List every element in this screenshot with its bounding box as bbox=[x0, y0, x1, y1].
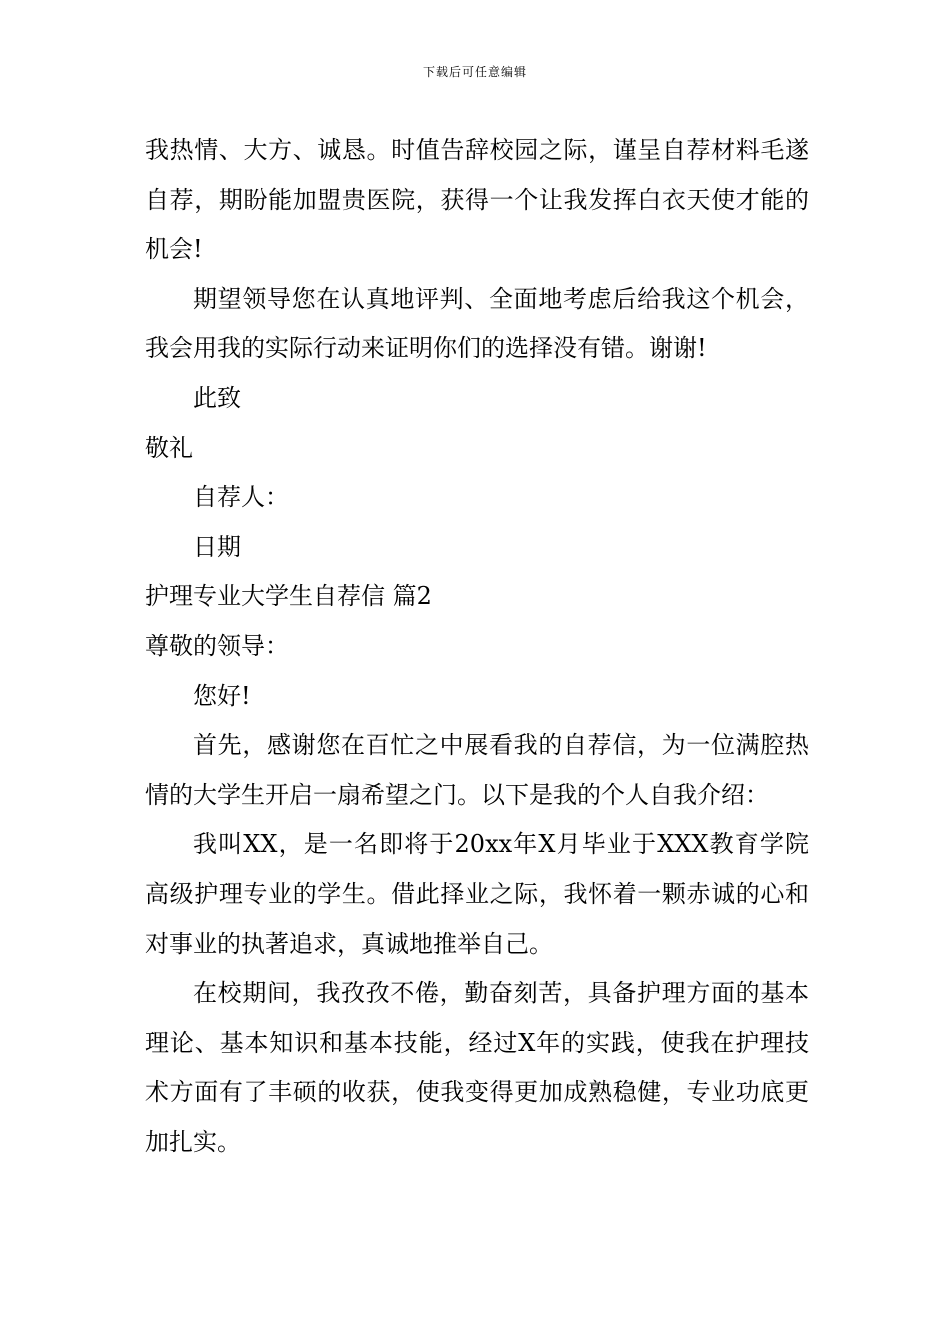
paragraph-intro: 首先，感谢您在百忙之中展看我的自荐信，为一位满腔热情的大学生开启一扇希望之门。以下是我的个人自我介绍： bbox=[145, 731, 809, 809]
letter-salutation: 尊敬的领导： bbox=[145, 631, 289, 660]
paragraph-request: 期望领导您在认真地评判、全面地考虑后给我这个机会，我会用我的实际行动来证明你们的选择没有错。谢谢! bbox=[145, 284, 809, 363]
letter-title: 护理专业大学生自荐信 篇2 bbox=[145, 582, 432, 611]
paragraph-continuation: 我热情、大方、诚恳。时值告辞校园之际，谨呈自荐材料毛遂自荐，期盼能加盟贵医院，获得一个让我发挥白衣天使才能的机会! bbox=[145, 136, 809, 264]
closing-salutation: 此致 bbox=[193, 383, 241, 412]
page-header-note: 下载后可任意编辑 bbox=[422, 65, 527, 79]
document-body bbox=[145, 126, 809, 1167]
signature-label: 自荐人： bbox=[193, 483, 289, 512]
date-label: 日期 bbox=[193, 532, 241, 561]
closing-regards: 敬礼 bbox=[145, 433, 193, 462]
paragraph-study: 在校期间，我孜孜不倦，勤奋刻苦，具备护理方面的基本理论、基本知识和基本技能，经过X年的实践，使我在护理技术方面有了丰硕的收获，使我变得更加成熟稳健，专业功底更加扎实。 bbox=[145, 979, 809, 1156]
paragraph-self-intro: 我叫XX，是一名即将于20xx年X月毕业于XXX教育学院高级护理专业的学生。借此择业之际，我怀着一颗赤诚的心和对事业的执著追求，真诚地推举自己。 bbox=[145, 830, 809, 958]
greeting: 您好! bbox=[193, 681, 251, 710]
